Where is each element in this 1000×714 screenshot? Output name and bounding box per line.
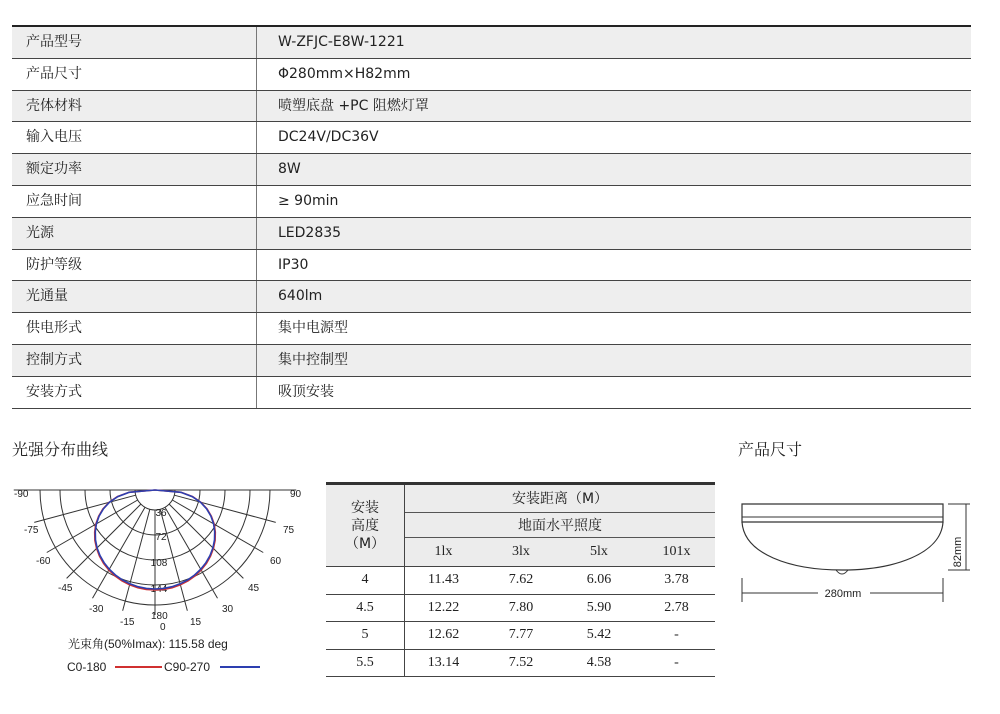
angle-label: 30	[222, 604, 234, 615]
spec-label: 控制方式	[12, 345, 257, 376]
legend-c90-label: C90-270	[164, 660, 211, 674]
spec-value: W-ZFJC-E8W-1221	[278, 34, 405, 50]
row-value-cell: 2.78	[664, 599, 689, 615]
spec-row	[12, 122, 971, 154]
spec-value: 640lm	[278, 288, 323, 305]
spec-value: Φ280mm×H82mm	[278, 65, 411, 82]
lux-col-1: 1lx	[434, 544, 453, 560]
angle-label: -75	[24, 525, 39, 536]
spec-label: 供电形式	[12, 313, 257, 344]
row-value-cell: 7.80	[508, 599, 534, 615]
ring-label: 36	[155, 508, 167, 519]
row-height-cell: 5.5	[326, 650, 405, 677]
row-value-cell: 7.62	[508, 572, 534, 588]
spec-row	[12, 91, 971, 123]
polar-radial-line	[169, 504, 243, 578]
lux-col-4: 101x	[662, 544, 691, 560]
product-dimension-drawing	[730, 492, 990, 607]
spec-row	[12, 281, 971, 313]
row-value-cell: 5.42	[586, 627, 612, 643]
spec-row	[12, 27, 971, 59]
spec-row	[12, 59, 971, 91]
spec-row	[12, 377, 971, 409]
spec-value: 集中电源型	[278, 320, 348, 337]
lamp-dome	[742, 522, 943, 570]
angle-label: 45	[248, 583, 260, 594]
spec-row	[12, 218, 971, 250]
spec-label: 应急时间	[12, 186, 257, 217]
row-height-cell: 4.5	[326, 595, 405, 622]
angle-label: 75	[283, 525, 295, 536]
spec-value: 集中控制型	[278, 351, 348, 368]
spec-row	[12, 250, 971, 282]
polar-radial-line	[67, 504, 141, 578]
spec-label: 壳体材料	[12, 91, 257, 122]
row-value-cell: 12.22	[427, 599, 460, 615]
spec-row	[12, 345, 971, 377]
row-value-cell: 11.43	[428, 572, 459, 588]
row-height-cell: 4	[326, 567, 405, 594]
spec-value: 喷塑底盘 +PC 阻燃灯罩	[278, 97, 429, 114]
spec-value: LED2835	[278, 224, 342, 241]
spec-label: 光通量	[12, 281, 257, 312]
spec-value: IP30	[278, 256, 309, 273]
header-install-distance: 安装距离（M）	[405, 485, 715, 513]
row-value-cell: 13.14	[427, 654, 460, 670]
table-row	[326, 567, 715, 595]
header-lux-columns	[405, 538, 715, 567]
table-row	[326, 595, 715, 623]
polar-ring	[135, 490, 175, 510]
angle-label: -60	[36, 556, 51, 567]
angle-label: 90	[290, 489, 302, 500]
table-row	[326, 650, 715, 678]
spec-label: 安装方式	[12, 377, 257, 408]
angle-label: 60	[270, 556, 282, 567]
height-label: 82mm	[952, 536, 964, 568]
polar-radial-line	[93, 507, 146, 598]
spec-label: 防护等级	[12, 250, 257, 281]
row-value-cell: 7.77	[508, 627, 534, 643]
ring-label: 108	[150, 558, 168, 569]
row-value-cell: 4.58	[586, 654, 612, 670]
width-label: 280mm	[824, 588, 862, 600]
angle-label: -45	[58, 583, 73, 594]
beam-angle-text: 光束角(50%Imax): 115.58 deg	[68, 637, 228, 651]
spec-table	[12, 25, 971, 409]
angle-label: -90	[14, 489, 29, 500]
polar-light-distribution-diagram	[10, 480, 310, 680]
legend-c0-label: C0-180	[67, 660, 107, 674]
row-value-cell: -	[674, 627, 679, 643]
spec-label: 输入电压	[12, 122, 257, 153]
header-install-height: 安装 高度 （M）	[326, 485, 405, 567]
lux-col-3: 5lx	[590, 544, 608, 560]
spec-label: 产品型号	[12, 27, 257, 58]
header-ground-illuminance: 地面水平照度	[405, 513, 715, 539]
angle-label: 15	[190, 617, 202, 628]
angle-label-0: 0	[160, 622, 166, 633]
spec-label: 光源	[12, 218, 257, 249]
ring-label: 144	[150, 584, 168, 595]
polar-chart-title: 光强分布曲线	[12, 440, 109, 459]
row-value-cell: 5.90	[586, 599, 612, 615]
polar-radial-line	[172, 500, 263, 553]
row-value-cell: 3.78	[664, 572, 689, 588]
table-row	[326, 622, 715, 650]
polar-angle-labels	[14, 489, 302, 633]
illuminance-table-body	[326, 567, 715, 677]
lamp-outline	[742, 504, 943, 522]
row-value-cell: 12.62	[427, 627, 460, 643]
ring-label: 72	[155, 532, 167, 543]
dimension-title: 产品尺寸	[738, 440, 803, 459]
spec-label: 产品尺寸	[12, 59, 257, 90]
lux-col-2: 3lx	[512, 544, 530, 560]
angle-label: -30	[89, 604, 104, 615]
spec-value: ≥ 90min	[278, 192, 339, 209]
spec-value: 吸顶安装	[278, 383, 334, 400]
angle-label-180: 180	[151, 611, 168, 622]
spec-row	[12, 313, 971, 345]
spec-row	[12, 154, 971, 186]
row-value-cell: -	[674, 654, 679, 670]
row-value-cell: 6.06	[586, 572, 612, 588]
illuminance-table	[326, 482, 715, 677]
row-height-cell: 5	[326, 622, 405, 649]
spec-value: 8W	[278, 161, 301, 178]
spec-value: DC24V/DC36V	[278, 129, 379, 146]
angle-label: -15	[120, 617, 135, 628]
spec-row	[12, 186, 971, 218]
row-value-cell: 7.52	[508, 654, 534, 670]
polar-radial-line	[165, 507, 218, 598]
spec-label: 额定功率	[12, 154, 257, 185]
